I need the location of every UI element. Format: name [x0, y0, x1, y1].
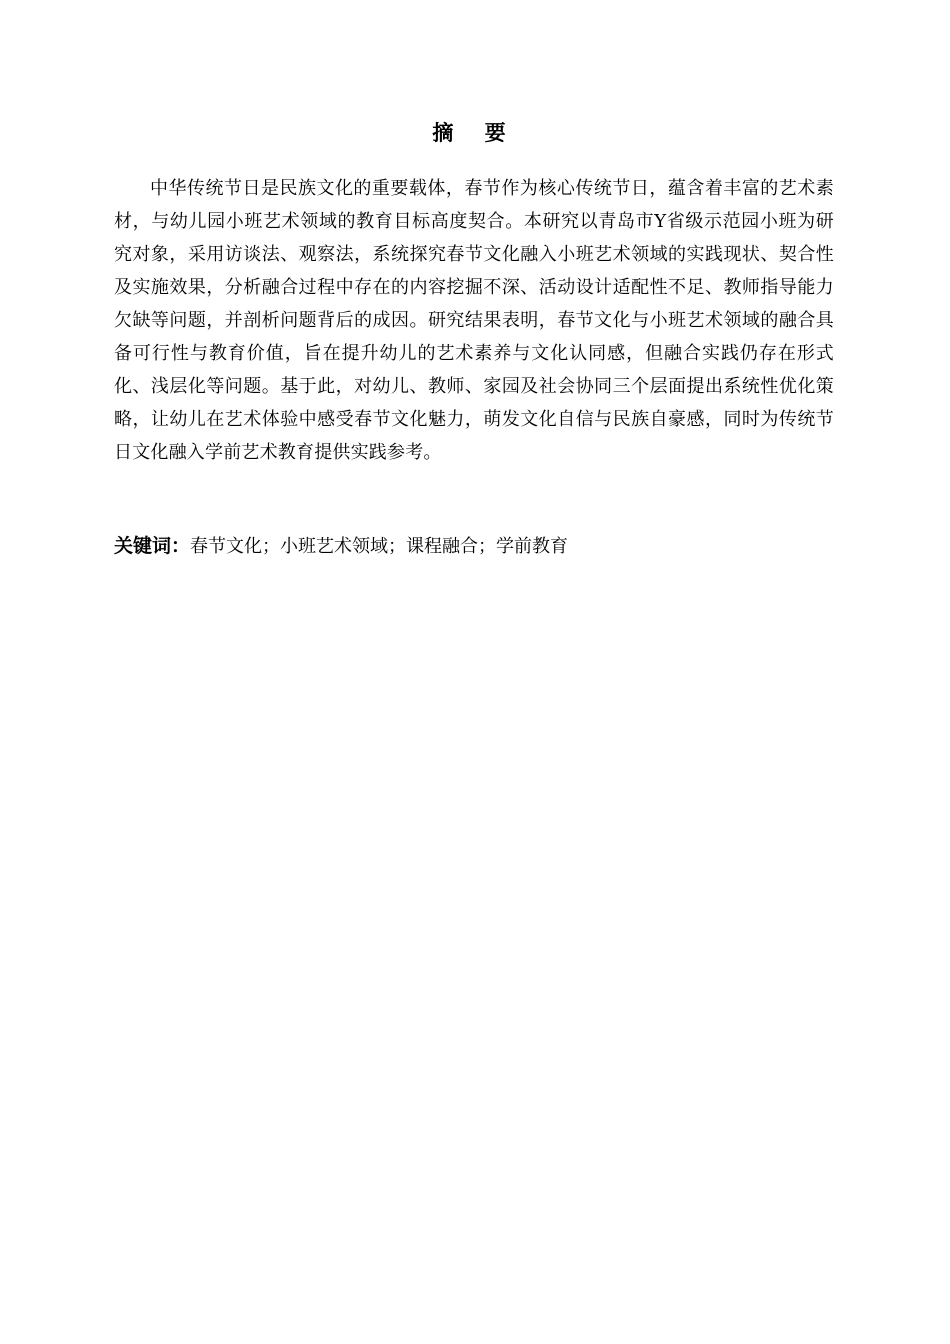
keyword-item: 春节文化 [190, 536, 263, 557]
keyword-item: 小班艺术领域 [280, 536, 389, 557]
keyword-separator: ； [262, 536, 281, 557]
keyword-separator: ； [478, 536, 497, 557]
keywords-line [114, 531, 834, 562]
keywords-label: 关键词： [114, 535, 191, 557]
abstract-paragraph: 中华传统节日是民族文化的重要载体，春节作为核心传统节日，蕴含着丰富的艺术素材，与幼儿园小班艺术领域的教育目标高度契合。本研究以青岛市Y省级示范园小班为研究对象，采用访谈法、观察法，系统探究春节文化融入小班艺术领域的实践现状、契合性及实施效果，分析融合过程中存在的内容挖掘不深、活动设计适配性不足、教师指导能力欠缺等问题，并剖析问题背后的成因。研究结果表明，春节文化与小班艺术领域的融合具备可行性与教育价值，旨在提升幼儿的艺术素养与文化认同感，但融合实践仍存在形式化、浅层化等问题。基于此，对幼儿、教师、家园及社会协同三个层面提出系统性优化策略，让幼儿在艺术体验中感受春节文化魅力，萌发文化自信与民族自豪感，同时为传统节日文化融入学前艺术教育提供实践参考。 [114, 178, 834, 463]
keyword-separator: ； [388, 536, 407, 557]
keyword-item: 学前教育 [496, 536, 569, 557]
keyword-item: 课程融合 [406, 536, 479, 557]
abstract-title: 摘 要 [432, 121, 518, 145]
